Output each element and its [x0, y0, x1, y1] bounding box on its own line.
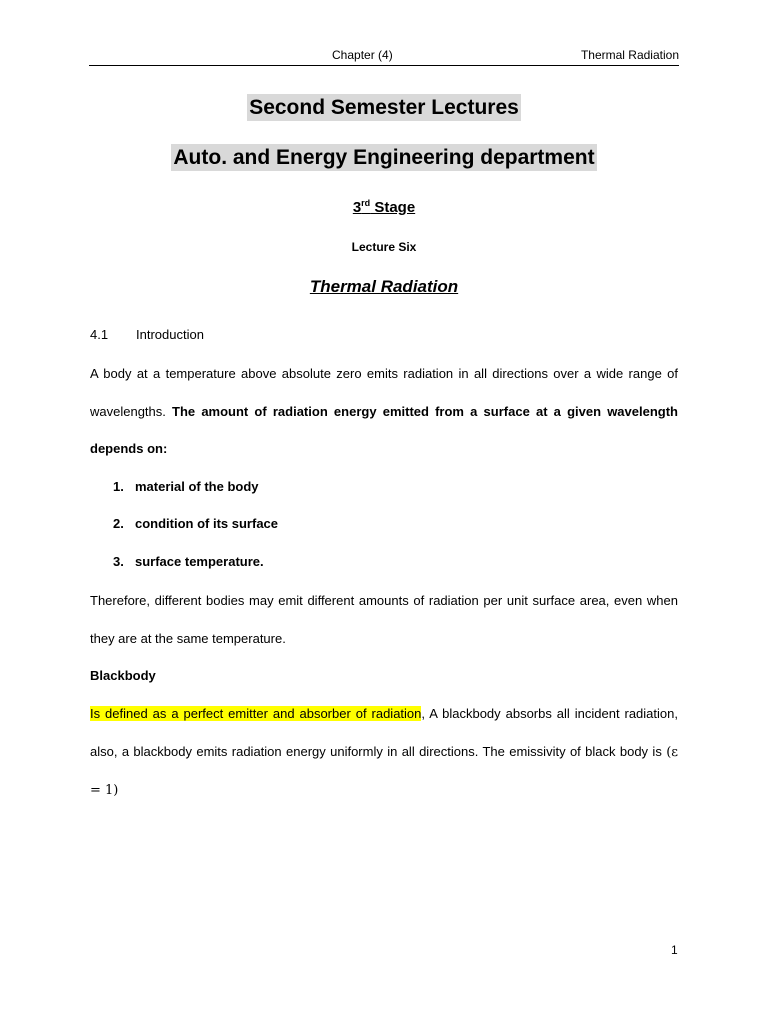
highlighted-definition: Is defined as a perfect emitter and absorber of radiation: [90, 706, 422, 721]
page-header: [89, 47, 679, 66]
emissivity-formula: (ε = 1): [90, 744, 678, 798]
stage-heading: 3rd Stage: [352, 198, 416, 216]
header-title: Thermal Radiation: [580, 48, 679, 62]
list-item: 1. material of the body: [113, 479, 259, 494]
header-chapter: Chapter (4): [332, 48, 393, 62]
blackbody-heading: Blackbody: [90, 668, 156, 683]
section-title: Introduction: [136, 327, 204, 342]
department-title: Auto. and Energy Engineering department: [173, 146, 595, 169]
lecture-label: Lecture Six: [351, 240, 417, 254]
therefore-paragraph: Therefore, different bodies may emit different amounts of radiation per unit surface area, even when they are at the same temperature.: [90, 593, 678, 646]
intro-paragraph: A body at a temperature above absolute zero emits radiation in all directions over a wide range of wavelengths. The amount of radiation energy emitted from a surface at a given wavelength depends on:: [90, 366, 678, 456]
topic-title: Thermal Radiation: [309, 277, 459, 296]
section-heading: [90, 327, 204, 342]
section-number: 4.1: [90, 327, 109, 342]
semester-title: Second Semester Lectures: [249, 96, 519, 119]
list-item: 2. condition of its surface: [113, 516, 279, 531]
page-number: 1: [671, 943, 678, 957]
blackbody-paragraph: Is defined as a perfect emitter and absorber of radiation, A blackbody absorbs all incident radiation, also, a blackbody emits radiation energy uniformly in all directions. The emissivity of black body is (ε = 1): [90, 706, 678, 798]
list-item: 3. surface temperature.: [113, 554, 264, 569]
